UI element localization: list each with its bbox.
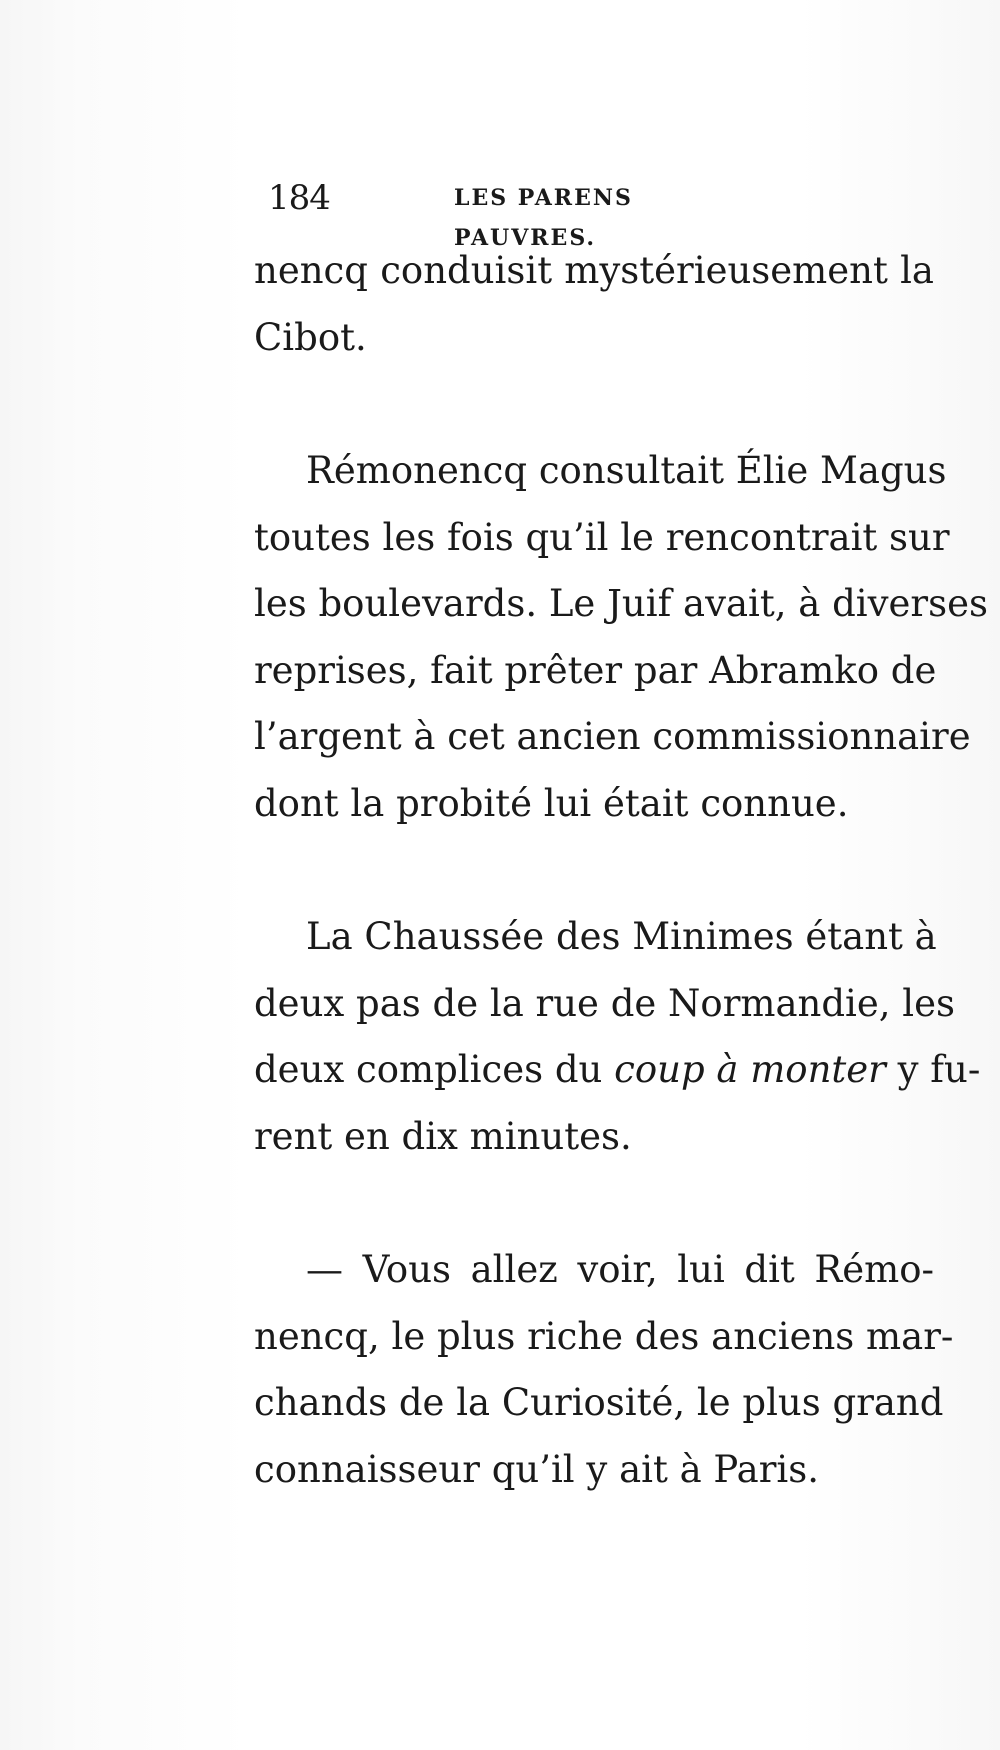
paragraph-4 <box>254 1237 954 1503</box>
text-line: connaisseur qu’il y ait à Paris. <box>254 1447 819 1491</box>
text-line: les boulevards. Le Juif avait, à diverses <box>254 582 988 625</box>
text-line: l’argent à cet ancien commissionnaire <box>254 715 971 758</box>
italic-phrase: coup à monter <box>614 1048 886 1091</box>
text-line: dont la probité lui était connue. <box>254 781 849 825</box>
paragraph-gap <box>254 371 934 438</box>
paragraph-gap <box>254 837 934 904</box>
text-line: toutes les fois qu’il le rencontrait sur <box>254 515 950 559</box>
paragraph-3 <box>254 904 981 1170</box>
body-text <box>254 238 988 1503</box>
text-line: nencq, le plus riche des anciens mar- <box>254 1314 954 1358</box>
text-line: chands de la Curiosité, le plus grand <box>254 1381 944 1424</box>
page-header <box>268 178 782 251</box>
paragraph-2 <box>254 438 988 837</box>
text-line: nencq conduisit mystérieusement la <box>254 249 934 292</box>
text-line-with-italic <box>254 1037 981 1104</box>
text-line: reprises, fait prêter par Abramko de <box>254 648 937 692</box>
paragraph-1 <box>254 238 934 371</box>
text-fragment: y fu- <box>885 1048 981 1091</box>
text-line: Rémonencq consultait Élie Magus <box>306 449 947 492</box>
text-fragment: deux complices du <box>254 1048 615 1091</box>
paragraph-gap <box>254 1170 934 1237</box>
page-number: 184 <box>268 178 330 218</box>
text-line: — Vous allez voir, lui dit Rémo- <box>306 1248 934 1291</box>
running-title: LES PARENS PAUVRES. <box>454 185 633 251</box>
text-line: La Chaussée des Minimes étant à <box>306 915 937 958</box>
text-line: Cibot. <box>254 315 367 359</box>
text-line: rent en dix minutes. <box>254 1114 632 1158</box>
text-line: deux pas de la rue de Normandie, les <box>254 981 956 1025</box>
